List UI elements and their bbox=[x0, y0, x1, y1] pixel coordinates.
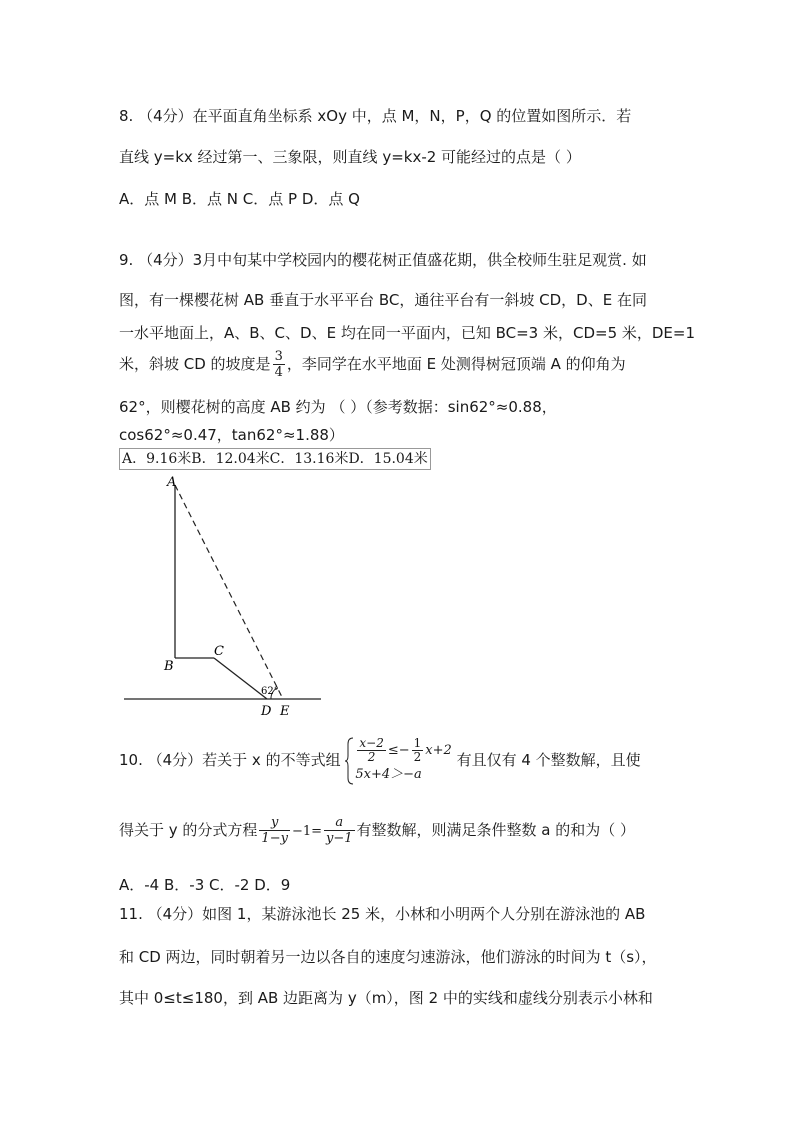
q10-prefix: 10. （4分）若关于 x 的不等式组 bbox=[119, 751, 341, 769]
q9-line-4-a: 米，斜坡 CD 的坡度是 bbox=[119, 355, 271, 373]
eq1-denominator: 1−y bbox=[261, 831, 288, 846]
label-c: C bbox=[214, 644, 224, 659]
q11-line-3: 其中 0≤t≤180，到 AB 边距离为 y（m），图 2 中的实线和虚线分别表示小林和 bbox=[119, 989, 653, 1007]
inequality-2: 5x+4＞−a bbox=[355, 766, 422, 782]
q11-line-1: 11. （4分）如图 1，某游泳池长 25 米，小林和小明两个人分别在游泳池的 AB bbox=[119, 905, 646, 923]
q10-line-2 bbox=[119, 812, 635, 848]
slope-denominator: 4 bbox=[274, 365, 283, 380]
ineq1-half bbox=[412, 737, 424, 764]
q9-line-5: 62°，则樱花树的高度 AB 约为 （ ）（参考数据：sin62°≈0.88， bbox=[119, 398, 557, 416]
eq-fraction-1 bbox=[259, 815, 290, 846]
label-d: D bbox=[261, 704, 272, 719]
sight-ae-dashed bbox=[175, 485, 283, 699]
half-numerator: 1 bbox=[413, 735, 422, 750]
eq2-denominator: y−1 bbox=[326, 831, 353, 846]
slope-numerator: 3 bbox=[274, 349, 283, 364]
label-e: E bbox=[280, 704, 290, 719]
inequality-system bbox=[345, 737, 451, 785]
label-a: A bbox=[167, 475, 177, 490]
inequality-1 bbox=[355, 737, 451, 765]
q11-line-2: 和 CD 两边，同时朝着另一边以各自的速度匀速游泳，他们游泳的时间为 t（s）， bbox=[119, 948, 657, 966]
q9-line-4-b: ，李同学在水平地面 E 处测得树冠顶端 A 的仰角为 bbox=[286, 355, 626, 373]
label-b: B bbox=[164, 659, 174, 674]
q8-line-2: 直线 y=kx 经过第一、三象限，则直线 y=kx-2 可能经过的点是（ ） bbox=[119, 148, 581, 166]
q9-options: A．9.16米B．12.04米C．13.16米D．15.04米 bbox=[119, 448, 431, 470]
ineq1-denominator: 2 bbox=[367, 749, 376, 764]
q9-line-4 bbox=[119, 346, 626, 382]
ineq1-tail: x+2 bbox=[425, 742, 452, 758]
q10-line-2-a: 得关于 y 的分式方程 bbox=[119, 821, 258, 839]
q9-line-6: cos62°≈0.47，tan62°≈1.88） bbox=[119, 426, 344, 444]
eq1-numerator: y bbox=[259, 815, 290, 831]
ineq1-mid: ≤− bbox=[387, 742, 410, 758]
half-denominator: 2 bbox=[413, 749, 422, 764]
q8-line-1: 8. （4分）在平面直角坐标系 xOy 中，点 M，N，P，Q 的位置如图所示．若 bbox=[119, 107, 632, 125]
q9-line-1: 9. （4分）3月中旬某中学校园内的樱花树正值盛花期，供全校师生驻足观赏. 如 bbox=[119, 251, 647, 269]
q9-line-3: 一水平地面上，A、B、C、D、E 均在同一平面内，已知 BC=3 米，CD=5 米，DE=1 bbox=[119, 324, 696, 342]
eq-fraction-2 bbox=[324, 815, 355, 846]
brace-icon bbox=[345, 737, 354, 785]
q10-line-1 bbox=[119, 736, 641, 784]
q9-figure bbox=[115, 470, 330, 720]
slope-fraction bbox=[273, 349, 285, 380]
slope-cd-line bbox=[214, 658, 267, 699]
eq-mid: −1= bbox=[291, 824, 322, 839]
q9-line-2: 图，有一棵樱花树 AB 垂直于水平平台 BC，通往平台有一斜坡 CD，D、E 在同 bbox=[119, 291, 647, 309]
ineq1-fraction bbox=[357, 737, 385, 764]
q8-options: A．点 M B．点 N C．点 P D．点 Q bbox=[119, 190, 360, 208]
angle-62-label: 62° bbox=[261, 686, 279, 697]
q10-options: A．-4 B．-3 C．-2 D．9 bbox=[119, 876, 291, 894]
q10-line-2-b: 有整数解，则满足条件整数 a 的和为（ ） bbox=[356, 821, 636, 839]
eq2-numerator: a bbox=[324, 815, 355, 831]
q10-suffix: 有且仅有 4 个整数解，且使 bbox=[456, 751, 641, 769]
ineq1-numerator: x−2 bbox=[359, 735, 384, 750]
